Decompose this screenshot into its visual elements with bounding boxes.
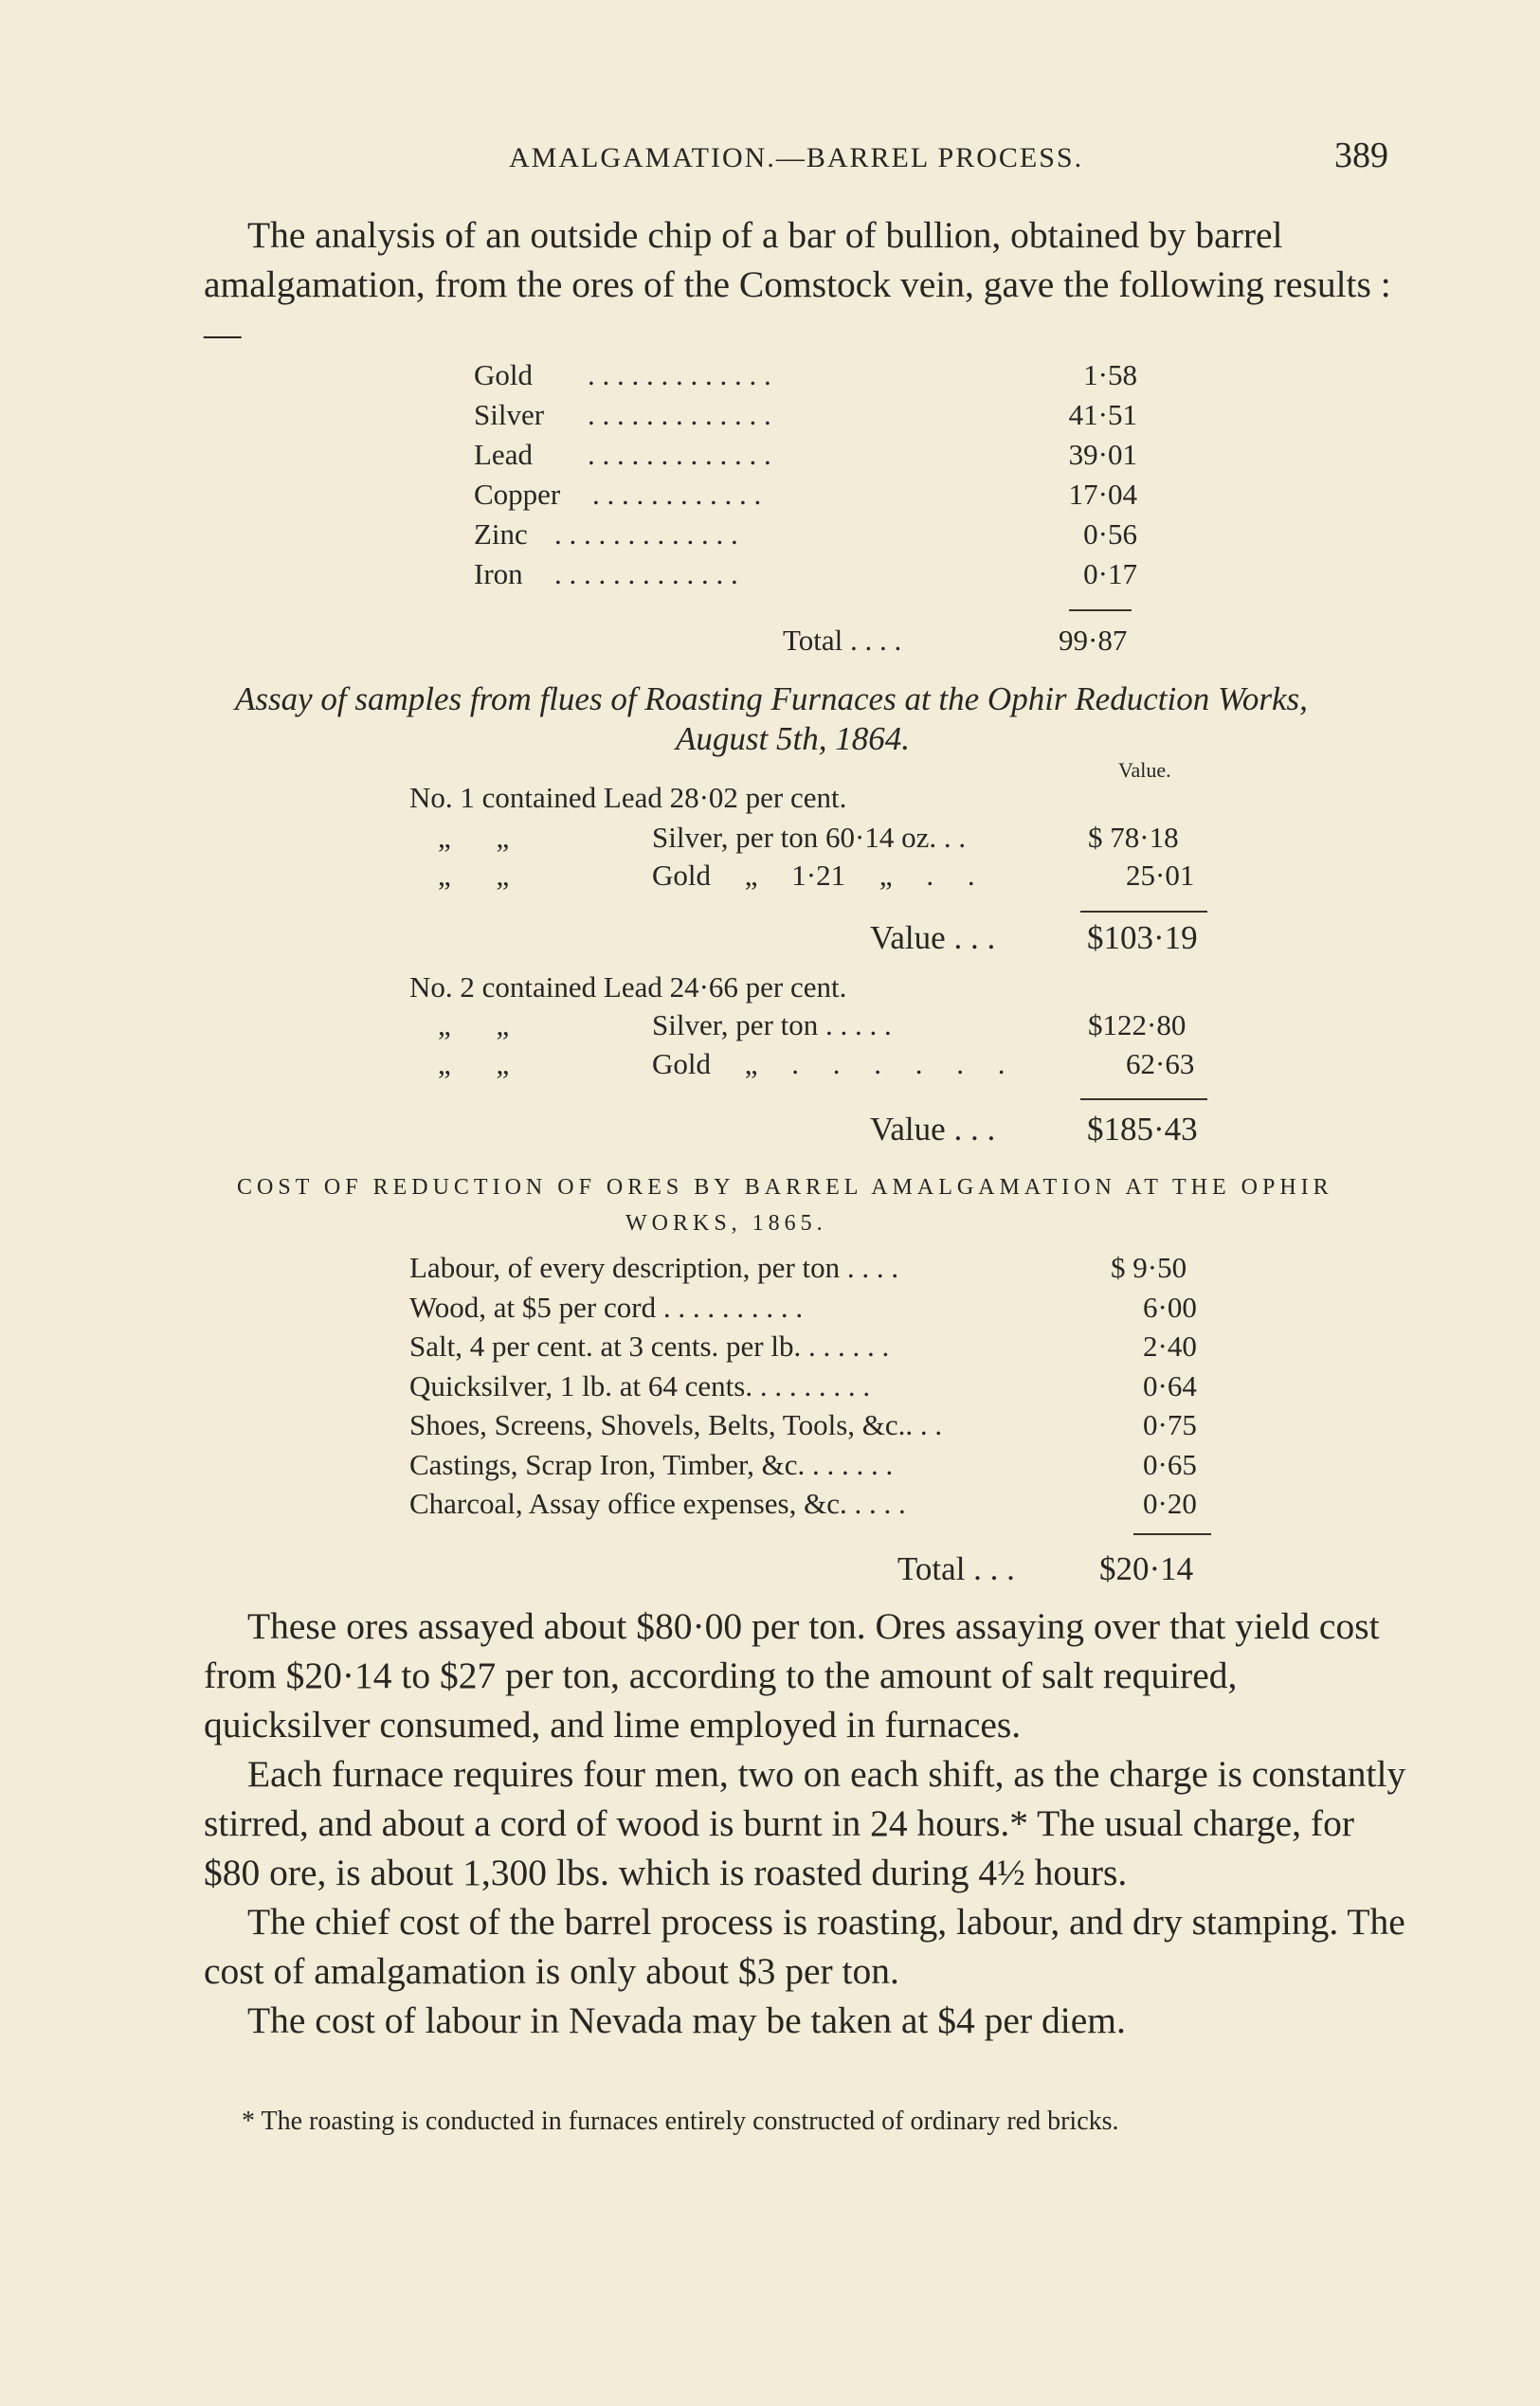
value-header: Value. [1118, 758, 1171, 782]
analysis-dots: . . . . . . . . . . . . . [554, 517, 738, 551]
analysis-row [474, 438, 1137, 478]
cost-value: 0·65 [1143, 1447, 1197, 1481]
sample2-value-label: Value . . . [870, 1111, 996, 1148]
analysis-row [474, 557, 1137, 597]
body-paragraph: These ores assayed about $80·00 per ton. Ores assaying over that yield cost from $20·14 to $27 per ton, according to the amount of salt required, quicksilver consumed, and lime employed in furnaces. [204, 1605, 1380, 1746]
body-paragraph: The cost of labour in Nevada may be taken at $4 per diem. [247, 1999, 1126, 2041]
analysis-label: Zinc [474, 517, 528, 551]
sample2-ditto: „ „ [438, 1047, 510, 1080]
cost-label: Wood, at $5 per cord . . . . . . . . . . [409, 1290, 804, 1324]
sample1-silver-value: $ 78·18 [1088, 821, 1179, 854]
cost-value: 0·20 [1143, 1487, 1197, 1520]
cost-value: 6·00 [1143, 1290, 1197, 1324]
sample1-gold: Gold „ 1·21 „ . . [652, 859, 975, 892]
cost-row [409, 1251, 1213, 1291]
analysis-label: Silver [474, 398, 545, 431]
sample1-gold-value: 25·01 [1126, 859, 1195, 892]
cost-total-value: $20·14 [1099, 1550, 1194, 1587]
cost-subtitle: WORKS, 1865. [625, 1211, 827, 1236]
sample2-silver-value: $122·80 [1088, 1008, 1187, 1041]
analysis-value: 0·56 [1083, 517, 1137, 551]
analysis-value: 0·17 [1083, 557, 1137, 590]
analysis-row [474, 478, 1137, 517]
cost-row [409, 1291, 1213, 1330]
cost-label: Quicksilver, 1 lb. at 64 cents. . . . . . . . . [409, 1368, 871, 1402]
intro-paragraph [204, 210, 1403, 358]
analysis-value: 1·58 [1083, 358, 1137, 391]
body-paragraph: Each furnace requires four men, two on each shift, as the charge is constantly stirred, and about a cord of wood is burnt in 24 hours.* The usual charge, for $80 ore, is about 1,300 lbs. which is roasted during 4½ hours. [204, 1753, 1406, 1893]
running-title: AMALGAMATION.—BARREL PROCESS. [509, 142, 1084, 173]
cost-label: Shoes, Screens, Shovels, Belts, Tools, &c.. . . [409, 1408, 943, 1441]
cost-value: 0·75 [1143, 1408, 1197, 1441]
cost-table [409, 1251, 1213, 1527]
sample2-ditto: „ „ [438, 1008, 510, 1041]
footnote [204, 2102, 1412, 2142]
sample2-value-total: $185·43 [1087, 1111, 1198, 1148]
cost-row [409, 1369, 1213, 1409]
sample1-ditto: „ „ [438, 821, 510, 854]
sample2-gold: Gold „ . . . . . . [652, 1047, 1006, 1080]
analysis-dots: . . . . . . . . . . . . . [588, 438, 771, 471]
sample1-value-total: $103·19 [1087, 919, 1198, 956]
cost-label: Charcoal, Assay office expenses, &c. . . . . [409, 1487, 906, 1520]
sample1-silver: Silver, per ton 60·14 oz. . . [652, 821, 967, 854]
analysis-label: Gold [474, 358, 533, 391]
analysis-dots: . . . . . . . . . . . . . [588, 398, 771, 431]
sample2-gold-value: 62·63 [1126, 1047, 1195, 1080]
total-rule [1069, 609, 1132, 611]
cost-label: Salt, 4 per cent. at 3 cents. per lb. . . . . . . [409, 1330, 890, 1363]
sample1-lead: No. 1 contained Lead 28·02 per cent. [409, 781, 847, 814]
cost-total-label: Total . . . [897, 1550, 1015, 1587]
sample2-lead: No. 2 contained Lead 24·66 per cent. [409, 970, 847, 1004]
sample1-value-label: Value . . . [870, 919, 996, 956]
sample1-ditto: „ „ [438, 859, 510, 892]
analysis-dots: . . . . . . . . . . . . . [588, 358, 771, 391]
body-text [204, 1601, 1412, 2045]
analysis-value: 41·51 [1068, 398, 1137, 431]
analysis-label: Iron [474, 557, 523, 590]
analysis-row [474, 398, 1137, 438]
footnote-text: * The roasting is conducted in furnaces entirely constructed of ordinary red bricks. [242, 2107, 1119, 2136]
analysis-table [474, 358, 1137, 597]
analysis-row [474, 358, 1137, 398]
analysis-label: Lead [474, 438, 533, 471]
analysis-total-value: 99·87 [1059, 624, 1128, 657]
analysis-dots: . . . . . . . . . . . . . [554, 557, 738, 590]
cost-value: $ 9·50 [1111, 1251, 1187, 1284]
cost-row [409, 1408, 1213, 1448]
analysis-dots: . . . . . . . . . . . . [592, 478, 762, 511]
body-paragraph: The chief cost of the barrel process is roasting, labour, and dry stamping. The cost of amalgamation is only about $3 per ton. [204, 1901, 1405, 1992]
intro-text: The analysis of an outside chip of a bar of bullion, obtained by barrel amalgamation, from the ores of the Comstock vein, gave the following results :— [204, 214, 1391, 354]
cost-row [409, 1330, 1213, 1369]
cost-title: COST OF REDUCTION OF ORES BY BARREL AMALGAMATION AT THE OPHIR [237, 1175, 1333, 1200]
cost-total-rule [1133, 1533, 1211, 1535]
analysis-value: 17·04 [1068, 478, 1137, 511]
cost-value: 0·64 [1143, 1368, 1197, 1402]
cost-value: 2·40 [1143, 1330, 1197, 1363]
analysis-row [474, 517, 1137, 557]
cost-label: Labour, of every description, per ton . . . . [409, 1251, 899, 1284]
page-number: 389 [1334, 136, 1388, 175]
cost-row [409, 1487, 1213, 1527]
assay-title: Assay of samples from flues of Roasting Furnaces at the Ophir Reduction Works, [235, 680, 1308, 717]
assay-subtitle: August 5th, 1864. [676, 720, 910, 757]
analysis-total-label: Total . . . . [783, 624, 902, 657]
value-rule [1080, 1098, 1207, 1100]
cost-row [409, 1448, 1213, 1488]
value-rule [1080, 911, 1207, 913]
analysis-label: Copper [474, 478, 561, 511]
cost-label: Castings, Scrap Iron, Timber, &c. . . . . . . [409, 1447, 894, 1481]
analysis-value: 39·01 [1068, 438, 1137, 471]
sample2-silver: Silver, per ton . . . . . [652, 1008, 892, 1041]
